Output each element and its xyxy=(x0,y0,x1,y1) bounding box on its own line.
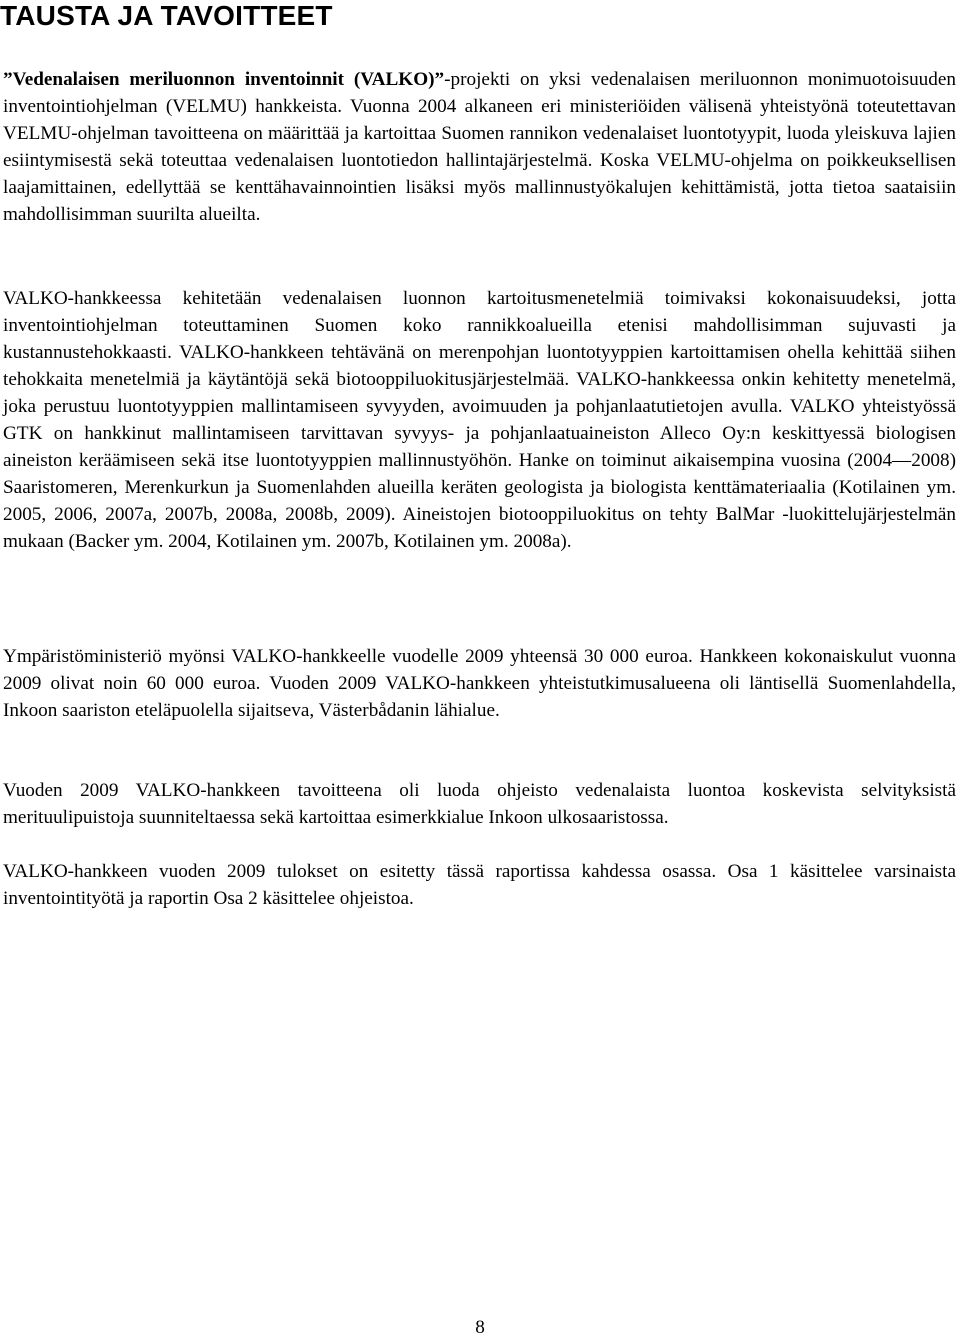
paragraph-2: VALKO-hankkeessa kehitetään vedenalaisen luonnon kartoitusmenetelmiä toimivaksi kokonaisuudeksi, jotta inventointiohjelman toteuttaminen Suomen koko rannikkoalueilla etenisi mahdollisimman sujuvasti ja kustannustehokkaasti. VALKO-hankkeen tehtävänä on merenpohjan luontotyyppien kartoittamisen ohella kehittää siihen tehokkaita menetelmiä ja käytäntöjä sekä biotooppiluokitusjärjestelmää. VALKO-hankkeessa onkin kehitetty menetelmä, joka perustuu luontotyyppien mallintamiseen syvyyden, avoimuuden ja pohjanlaatutietojen avulla. VALKO yhteistyössä GTK on hankkinut mallintamiseen tarvittavan syvyys- ja pohjanlaatuaineiston Alleco Oy:n keskittyessä biologisen aineiston keräämiseen sekä itse luontotyyppien mallinnustyöhön. Hanke on toiminut aikaisempina vuosina (2004—2008) Saaristomeren, Merenkurkun ja Suomenlahden alueilla keräten geologista ja biologista kenttämateriaalia (Kotilainen ym. 2005, 2006, 2007a, 2007b, 2008a, 2008b, 2009). Aineistojen biotooppiluokitus on tehty BalMar -luokittelujärjestelmän mukaan (Backer ym. 2004, Kotilainen ym. 2007b, Kotilainen ym. 2008a). xyxy=(3,288,956,552)
project-name-bold: ”Vedenalaisen meriluonnon inventoinnit (VALKO)” xyxy=(3,69,445,90)
paragraph-4: Vuoden 2009 VALKO-hankkeen tavoitteena oli luoda ohjeisto vedenalaista luontoa koskevista selvityksistä merituulipuistoja suunniteltaessa sekä kartoittaa esimerkkialue Inkoon ulkosaaristossa. xyxy=(3,780,956,828)
paragraph-1-text: -projekti on yksi vedenalaisen meriluonnon monimuotoisuuden inventointiohjelman (VELMU) hankkeista. Vuonna 2004 alkaneen eri ministeriöiden välisenä yhteistyönä toteutettavan VELMU-ohjelman tavoitteena on määrittää ja kartoittaa Suomen rannikon vedenalaiset luontotyypit, luoda yleiskuva lajien esiintymisestä sekä toteuttaa vedenalaisen luontotiedon hallintajärjestelmä. Koska VELMU-ohjelma on poikkeuksellisen laajamittainen, edellyttää se kenttähavainnointien lisäksi myös mallinnustyökalujen kehittämistä, jotta tietoa saataisiin mahdollisimman suurilta alueilta. xyxy=(3,69,956,225)
paragraph-5: VALKO-hankkeen vuoden 2009 tulokset on esitetty tässä raportissa kahdessa osassa. Osa 1 käsittelee varsinaista inventointityötä ja raportin Osa 2 käsittelee ohjeistoa. xyxy=(3,861,956,909)
section-heading: TAUSTA JA TAVOITTEET xyxy=(0,0,333,31)
paragraph-1 xyxy=(3,66,956,228)
page-number: 8 xyxy=(475,1317,485,1338)
paragraph-3: Ympäristöministeriö myönsi VALKO-hankkeelle vuodelle 2009 yhteensä 30 000 euroa. Hankkeen kokonaiskulut vuonna 2009 olivat noin 60 000 euroa. Vuoden 2009 VALKO-hankkeen yhteistutkimusalueena oli läntisellä Suomenlahdella, Inkoon saariston eteläpuolella sijaitseva, Västerbådanin lähialue. xyxy=(3,646,956,721)
